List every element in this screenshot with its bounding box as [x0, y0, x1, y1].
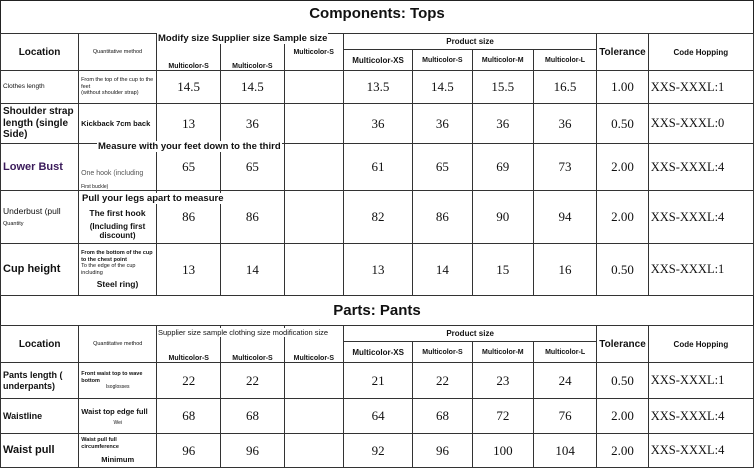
row-location: Lower Bust	[1, 144, 79, 191]
table-row	[1, 363, 754, 399]
tops-title: Components: Tops	[309, 5, 445, 22]
tolerance-cell: 0.50	[597, 104, 649, 144]
tolerance-cell: 0.50	[597, 363, 649, 399]
value-cell: 13	[343, 244, 412, 296]
value-cell	[284, 144, 343, 191]
value-cell: 96	[221, 434, 284, 468]
value-cell: 36	[413, 104, 472, 144]
row-location: Pants length ( underpants)	[1, 363, 79, 399]
row-location: Clothes length	[1, 71, 79, 104]
pants-sub-7: Multicolor-L	[533, 342, 596, 363]
value-cell: 65	[221, 144, 284, 191]
table-row	[1, 244, 754, 296]
tops-overlay-header: Modify size Supplier size Sample size	[158, 33, 328, 44]
pants-sub-2: Multicolor-S	[221, 326, 284, 363]
value-cell: 22	[221, 363, 284, 399]
tops-overlay-method-lower-bust: Measure with your feet down to the third	[98, 141, 281, 152]
tops-sub-6: Multicolor-M	[472, 50, 533, 71]
tolerance-cell: 0.50	[597, 244, 649, 296]
value-cell	[284, 191, 343, 244]
value-cell: 36	[472, 104, 533, 144]
value-cell: 13	[156, 104, 220, 144]
value-cell: 36	[221, 104, 284, 144]
row-method: Waist pull full circumference Minimum	[79, 434, 157, 468]
value-cell: 36	[343, 104, 412, 144]
code-cell: XXS-XXXL:0	[648, 104, 753, 144]
row-method: One hook (including First buckle)	[79, 144, 157, 191]
value-cell: 36	[533, 104, 596, 144]
table-row	[1, 434, 754, 468]
value-cell: 94	[533, 191, 596, 244]
value-cell: 15.5	[472, 71, 533, 104]
pants-header-location: Location	[1, 326, 79, 363]
value-cell	[284, 244, 343, 296]
value-cell: 22	[157, 363, 221, 399]
value-cell: 13.5	[343, 71, 412, 104]
tops-header-method: Quantitative method	[79, 34, 157, 71]
value-cell: 21	[344, 363, 413, 399]
row-method: The first hook (Including first discount)	[79, 191, 157, 244]
value-cell: 76	[533, 399, 596, 434]
value-cell: 86	[156, 191, 220, 244]
value-cell: 61	[343, 144, 412, 191]
row-method: From the top of the cup to the feet (without shoulder strap)	[79, 71, 157, 104]
value-cell: 64	[344, 399, 413, 434]
value-cell: 14.5	[413, 71, 472, 104]
value-cell: 14.5	[221, 71, 284, 104]
value-cell: 90	[472, 191, 533, 244]
value-cell	[284, 434, 343, 468]
tops-header-location: Location	[1, 34, 79, 71]
row-location: Underbust (pull Quantity	[1, 191, 79, 244]
value-cell: 68	[221, 399, 284, 434]
code-cell: XXS-XXXL:4	[648, 191, 753, 244]
value-cell	[284, 399, 343, 434]
code-cell: XXS-XXXL:4	[648, 399, 753, 434]
pants-sub-1: Multicolor-S	[157, 326, 221, 363]
value-cell: 96	[413, 434, 472, 468]
row-location: Waist pull	[1, 434, 79, 468]
value-cell	[284, 104, 343, 144]
value-cell: 68	[157, 399, 221, 434]
value-cell: 69	[472, 144, 533, 191]
tops-header-code-hopping: Code Hopping	[648, 34, 753, 71]
value-cell: 86	[413, 191, 472, 244]
value-cell: 73	[533, 144, 596, 191]
tops-overlay-method-underbust: Pull your legs apart to measure	[82, 193, 224, 204]
value-cell: 92	[344, 434, 413, 468]
pants-header-method: Quantitative method	[79, 326, 157, 363]
pants-sub-5: Multicolor-S	[413, 342, 472, 363]
tolerance-cell: 2.00	[597, 144, 649, 191]
value-cell: 100	[472, 434, 533, 468]
pants-sub-6: Multicolor-M	[472, 342, 533, 363]
row-method: Kickback 7cm back	[79, 104, 157, 144]
table-row	[1, 104, 754, 144]
value-cell: 65	[156, 144, 220, 191]
tops-sub-1: Multicolor-S	[156, 34, 220, 71]
row-location: Waistline	[1, 399, 79, 434]
tops-sub-7: Multicolor-L	[533, 50, 596, 71]
pants-sub-4: Multicolor-XS	[344, 342, 413, 363]
tops-sub-2: Multicolor-S	[221, 34, 284, 71]
code-cell: XXS-XXXL:1	[648, 244, 753, 296]
value-cell: 72	[472, 399, 533, 434]
tops-table	[0, 33, 754, 296]
value-cell	[284, 71, 343, 104]
row-method: Waist top edge full Wei	[79, 399, 157, 434]
value-cell: 13	[156, 244, 220, 296]
row-location: Cup height	[1, 244, 79, 296]
pants-header-code-hopping: Code Hopping	[648, 326, 753, 363]
row-method: From the bottom of the cup to the chest point To the edge of the cup including Steel ring)	[79, 244, 157, 296]
pants-header-tolerance: Tolerance	[597, 326, 649, 363]
value-cell: 24	[533, 363, 596, 399]
tolerance-cell: 1.00	[597, 71, 649, 104]
tops-header-product-size: Product size	[343, 34, 596, 50]
tops-sub-4: Multicolor-XS	[343, 50, 412, 71]
row-location: Shoulder strap length (single Side)	[1, 104, 79, 144]
value-cell: 104	[533, 434, 596, 468]
value-cell: 14	[413, 244, 472, 296]
row-method: Front waist top to wave bottom Isoglosses	[79, 363, 157, 399]
value-cell: 16	[533, 244, 596, 296]
table-row	[1, 399, 754, 434]
pants-header-product-size: Product size	[344, 326, 597, 342]
tolerance-cell: 2.00	[597, 191, 649, 244]
code-cell: XXS-XXXL:1	[648, 363, 753, 399]
code-cell: XXS-XXXL:1	[648, 71, 753, 104]
tops-sub-3: Multicolor-S	[284, 34, 343, 71]
tops-sub-5: Multicolor-S	[413, 50, 472, 71]
value-cell: 68	[413, 399, 472, 434]
value-cell: 14.5	[156, 71, 220, 104]
value-cell	[284, 363, 343, 399]
tolerance-cell: 2.00	[597, 434, 649, 468]
value-cell: 15	[472, 244, 533, 296]
value-cell: 14	[221, 244, 284, 296]
value-cell: 86	[221, 191, 284, 244]
tops-header-tolerance: Tolerance	[597, 34, 649, 71]
code-cell: XXS-XXXL:4	[648, 144, 753, 191]
pants-sub-3: Multicolor-S	[284, 326, 343, 363]
value-cell: 22	[413, 363, 472, 399]
value-cell: 23	[472, 363, 533, 399]
value-cell: 96	[157, 434, 221, 468]
value-cell: 16.5	[533, 71, 596, 104]
table-row	[1, 71, 754, 104]
code-cell: XXS-XXXL:4	[648, 434, 753, 468]
value-cell: 65	[413, 144, 472, 191]
tolerance-cell: 2.00	[597, 399, 649, 434]
pants-overlay-header: Supplier size sample clothing size modification size	[158, 328, 329, 337]
value-cell: 82	[343, 191, 412, 244]
pants-table	[0, 325, 754, 468]
pants-title: Parts: Pants	[333, 302, 421, 319]
